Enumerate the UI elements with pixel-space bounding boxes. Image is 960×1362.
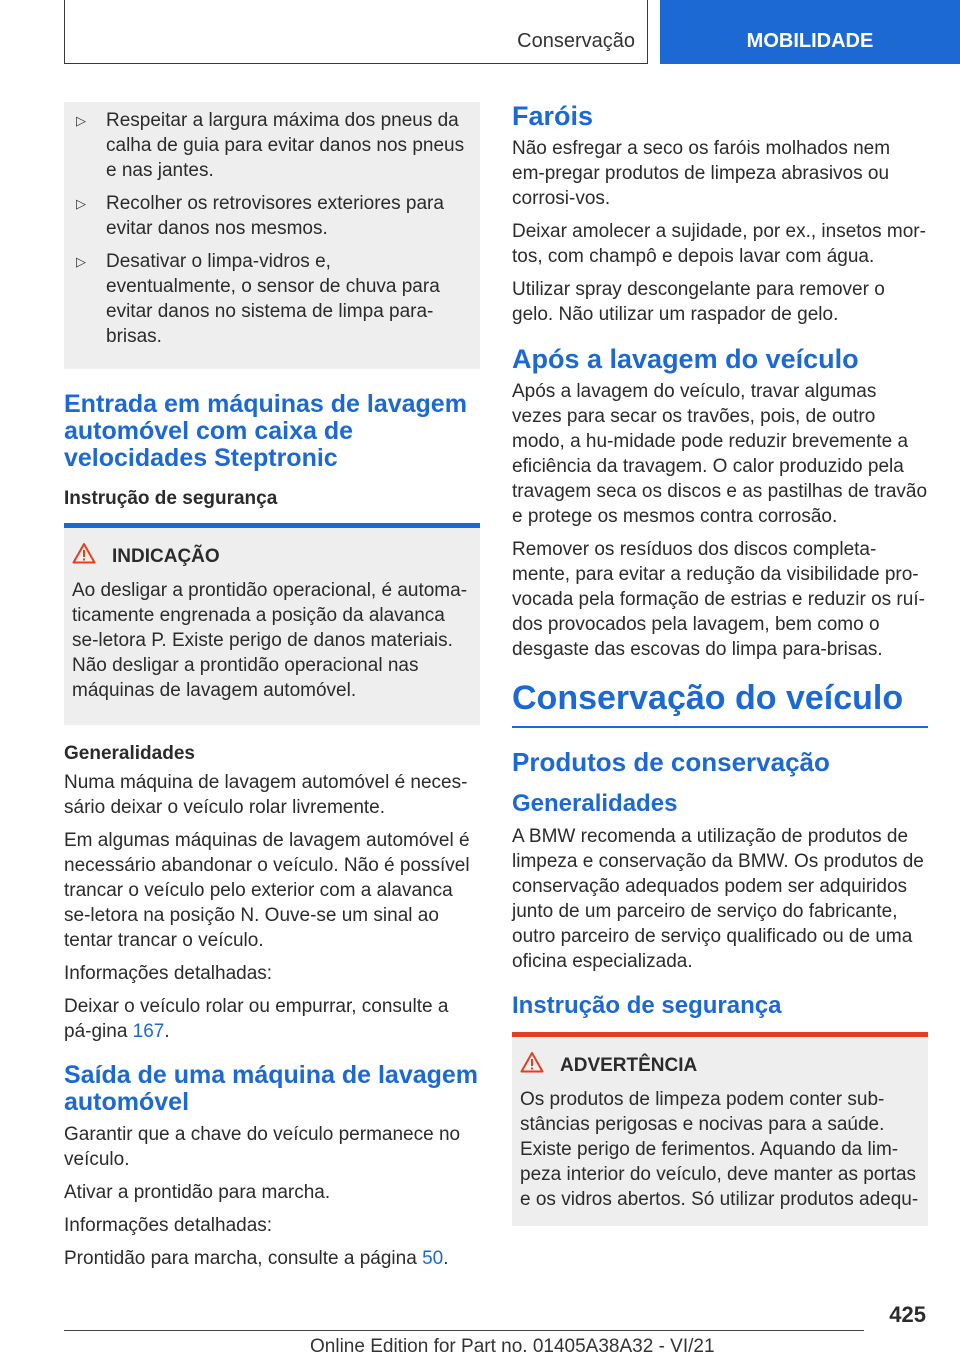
- paragraph: Não esfregar a seco os faróis molhados nem em-pregar produtos de limpeza abrasivos ou corrosi-vos.: [512, 138, 891, 209]
- paragraph: Numa máquina de lavagem automóvel é neces-sário deixar o veículo rolar livremente.: [64, 772, 468, 818]
- triangle-bullet-icon: ▷: [76, 196, 86, 211]
- heading-safety-instruction: Instrução de segurança: [512, 992, 782, 1019]
- paragraph: A BMW recomenda a utilização de produtos de limpeza e conservação da BMW. Os produtos de conservação adequados podem ser adquiridos junto de um parceiro de serviço do fabricante, outro parceiro de serviço qualificado ou de uma oficina especializada.: [512, 826, 924, 972]
- warning-text: Os produtos de limpeza podem conter sub-stâncias perigosas e nocivas para a saúde. Existe perigo de ferimentos. Aquando da lim-peza interior do veículo, deve manter as portas e os vidros abertos. Só utilizar produtos adequ-: [520, 1089, 919, 1210]
- page-number: 425: [889, 1302, 926, 1327]
- paragraph: Informações detalhadas:: [64, 963, 273, 984]
- paragraph: Deixar amolecer a sujidade, por ex., insetos mor-tos, com champô e depois lavar com água.: [512, 221, 926, 267]
- notice-text: Ao desligar a prontidão operacional, é automa-ticamente engrenada a posição da alavanca se-letora P. Existe perigo de danos materiais. Não desligar a prontidão operacional nas máquinas de lavagem automóvel.: [72, 580, 468, 701]
- triangle-bullet-icon: ▷: [76, 113, 86, 128]
- warning-triangle-icon: [520, 1051, 560, 1081]
- paragraph: Remover os resíduos dos discos completa-mente, para evitar a redução da visibilidade pro-vocada pela formação de estrias e reduzir os ruí-dos provocados pela lavagem, bem como o desgaste das escovas do limpa para-brisas.: [512, 539, 925, 660]
- footer-edition: Online Edition for Part no. 01405A38A32 - VI/21: [310, 1336, 715, 1357]
- heading-headlights: Faróis: [512, 101, 594, 131]
- notice-title: INDICAÇÃO: [112, 546, 220, 567]
- washing-tips-list: [64, 102, 480, 369]
- list-item: ▷ Recolher os retrovisores exteriores para evitar danos nos mesmos.: [76, 193, 444, 239]
- heading-general: Generalidades: [64, 743, 195, 764]
- heading-after-wash: Após a lavagem do veículo: [512, 344, 859, 374]
- warning-box: [512, 1032, 928, 1226]
- header-section-title: Conservação: [517, 30, 635, 52]
- heading-steptronic-wash: Entrada em máquinas de lavagem automóvel com caixa de velocidades Steptronic: [64, 390, 467, 472]
- paragraph: Após a lavagem do veículo, travar algumas vezes para secar os travões, pois, de outro modo, a hu-midade pode reduzir brevemente a eficiência da travagem. O calor produzido pela travagem seca os discos e as pastilhas de travão e protege os mesmos contra corrosão.: [512, 381, 928, 527]
- right-column: [512, 102, 928, 1242]
- page-link-167[interactable]: 167: [132, 1021, 165, 1042]
- warning-triangle-icon: [72, 542, 112, 572]
- footer-divider: [64, 1330, 864, 1331]
- list-item: ▷ Desativar o limpa-vidros e, eventualmente, o sensor de chuva para evitar danos no sistema de limpa para-brisas.: [76, 251, 440, 347]
- paragraph: Em algumas máquinas de lavagem automóvel é necessário abandonar o veículo. Não é possível trancar o veículo pelo exterior com a alavanca se-letora na posição N. Ouve-se um sinal ao tentar trancar o veículo.: [64, 830, 470, 951]
- paragraph: Informações detalhadas:: [64, 1215, 273, 1236]
- heading-vehicle-care: Conservação do veículo: [512, 678, 928, 728]
- paragraph: Utilizar spray descongelante para remover o gelo. Não utilizar um raspador de gelo.: [512, 279, 885, 325]
- notice-box: [64, 523, 480, 725]
- heading-care-products: Produtos de conservação: [512, 747, 830, 777]
- left-column: [64, 102, 480, 1279]
- list-item: ▷ Respeitar a largura máxima dos pneus da calha de guia para evitar danos nos pneus e nas jantes.: [76, 110, 465, 181]
- heading-general: Generalidades: [512, 790, 678, 817]
- paragraph: Ativar a prontidão para marcha.: [64, 1182, 331, 1203]
- paragraph: Deixar o veículo rolar ou empurrar, consulte a pá-gina 167.: [64, 996, 449, 1042]
- warning-title: ADVERTÊNCIA: [560, 1055, 698, 1076]
- triangle-bullet-icon: ▷: [76, 254, 86, 269]
- header-section-box: [64, 0, 648, 64]
- heading-safety-instruction: Instrução de segurança: [64, 488, 278, 509]
- header-chapter-tab[interactable]: MOBILIDADE: [660, 0, 960, 64]
- page-link-50[interactable]: 50: [422, 1248, 444, 1269]
- heading-exit-car-wash: Saída de uma máquina de lavagem automóvel: [64, 1061, 479, 1116]
- paragraph: Prontidão para marcha, consulte a página 50.: [64, 1248, 449, 1269]
- paragraph: Garantir que a chave do veículo permanece no veículo.: [64, 1124, 461, 1170]
